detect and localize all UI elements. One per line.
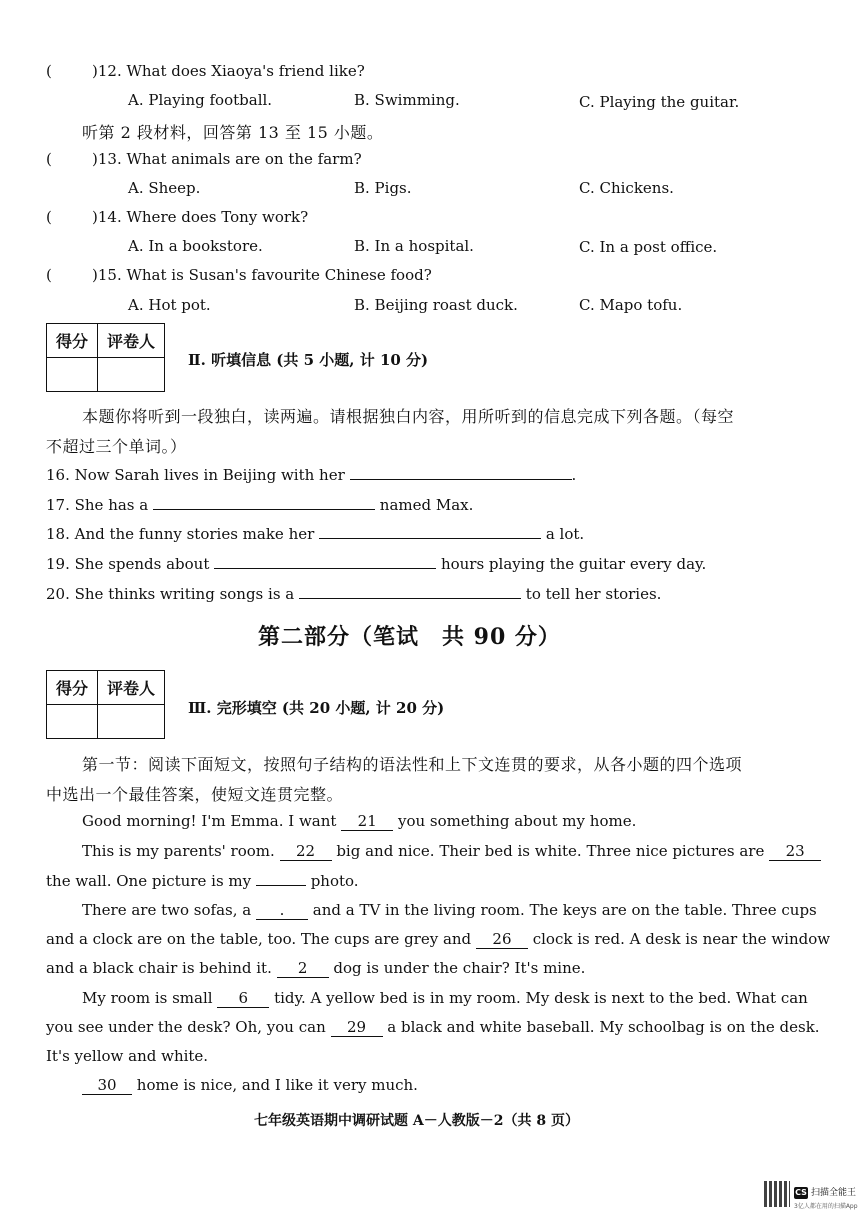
blank-29[interactable]: 29 bbox=[331, 1018, 383, 1037]
q12-option-b: B. Swimming. bbox=[354, 91, 460, 109]
blank-25[interactable]: . bbox=[256, 901, 308, 920]
passage-line: This is my parents' room. 22 big and nice. Their bed is white. Three nice pictures are 23 bbox=[82, 842, 821, 861]
passage-line: 30 home is nice, and I like it very much. bbox=[82, 1076, 418, 1095]
q14-option-a: A. In a bookstore. bbox=[128, 237, 263, 255]
blank-28[interactable]: 6 bbox=[217, 989, 269, 1008]
q13-option-a: A. Sheep. bbox=[128, 179, 201, 197]
qr-code-icon bbox=[764, 1181, 790, 1207]
passage-line: and a black chair is behind it. 2 dog is under the chair? It's mine. bbox=[46, 959, 586, 977]
q16: 16. Now Sarah lives in Beijing with her . bbox=[46, 466, 577, 484]
passage-line: you see under the desk? Oh, you can 29 a black and white baseball. My schoolbag is on the desk. bbox=[46, 1018, 820, 1036]
blank-22[interactable]: 22 bbox=[280, 842, 332, 861]
q18: 18. And the funny stories make her a lot. bbox=[46, 525, 585, 543]
passage-line: the wall. One picture is my photo. bbox=[46, 872, 359, 890]
blank-26[interactable]: 26 bbox=[476, 930, 528, 949]
q19: 19. She spends about hours playing the guitar every day. bbox=[46, 555, 707, 573]
q12-option-a: A. Playing football. bbox=[128, 91, 273, 109]
section-2-intro-line1: 本题你将听到一段独白，读两遍。请根据独白内容，用所听到的信息完成下列各题。（每空 bbox=[82, 407, 735, 426]
grader-label: 评卷人 bbox=[98, 324, 165, 358]
scanner-tagline: 3亿人都在用的扫描App bbox=[794, 1203, 858, 1210]
section-2-intro-line2: 不超过三个单词。） bbox=[46, 437, 187, 456]
scanner-app-name: 扫描全能王 bbox=[811, 1188, 857, 1198]
q17: 17. She has a named Max. bbox=[46, 496, 474, 514]
passage-line: and a clock are on the table, too. The cups are grey and 26 clock is red. A desk is near the window bbox=[46, 930, 831, 948]
score-box bbox=[46, 670, 165, 739]
score-cell[interactable] bbox=[47, 705, 98, 739]
score-box bbox=[46, 323, 165, 392]
answer-paren-open: ( bbox=[46, 266, 52, 284]
section-3-intro-line1: 第一节：阅读下面短文，按照句子结构的语法性和上下文连贯的要求，从各小题的四个选项 bbox=[82, 755, 743, 774]
q13-stem: )13. What animals are on the farm? bbox=[92, 150, 362, 168]
q15-option-a: A. Hot pot. bbox=[128, 296, 211, 314]
section-3-intro-line2: 中选出一个最佳答案，使短文连贯完整。 bbox=[46, 785, 344, 804]
q18-answer-blank[interactable] bbox=[319, 524, 541, 539]
section-3-title: Ⅲ. 完形填空 (共 20 小题, 计 20 分) bbox=[188, 699, 445, 717]
score-cell[interactable] bbox=[47, 358, 98, 392]
q17-answer-blank[interactable] bbox=[153, 495, 375, 510]
q14-stem: )14. Where does Tony work? bbox=[92, 208, 309, 226]
answer-paren-open: ( bbox=[46, 150, 52, 168]
blank-27[interactable]: 2 bbox=[277, 959, 329, 978]
q20: 20. She thinks writing songs is a to tell her stories. bbox=[46, 585, 662, 603]
q13-option-c: C. Chickens. bbox=[579, 179, 674, 197]
q12-option-c: C. Playing the guitar. bbox=[579, 93, 740, 111]
q15-option-c: C. Mapo tofu. bbox=[579, 296, 683, 314]
grader-label: 评卷人 bbox=[98, 671, 165, 705]
passage-line: Good morning! I'm Emma. I want 21 you something about my home. bbox=[82, 812, 637, 830]
blank-24[interactable] bbox=[256, 871, 306, 886]
passage-line: My room is small 6 tidy. A yellow bed is in my room. My desk is next to the bed. What can bbox=[82, 989, 808, 1007]
part-2-title: 第二部分（笔试 共 90 分） bbox=[258, 624, 561, 650]
passage-line: There are two sofas, a . and a TV in the living room. The keys are on the table. Three cups bbox=[82, 901, 817, 919]
q15-stem: )15. What is Susan's favourite Chinese food? bbox=[92, 266, 432, 284]
q14-option-b: B. In a hospital. bbox=[354, 237, 474, 255]
section-2-title: Ⅱ. 听填信息 (共 5 小题, 计 10 分) bbox=[188, 351, 429, 369]
q16-answer-blank[interactable] bbox=[350, 465, 572, 480]
grader-cell[interactable] bbox=[98, 358, 165, 392]
passage-line: It's yellow and white. bbox=[46, 1047, 209, 1065]
listening-instruction-2: 听第 2 段材料，回答第 13 至 15 小题。 bbox=[82, 123, 384, 142]
q14-option-c: C. In a post office. bbox=[579, 238, 718, 256]
score-label: 得分 bbox=[47, 671, 98, 705]
blank-30[interactable]: 30 bbox=[82, 1076, 132, 1095]
page-footer: 七年级英语期中调研试题 A－人教版－2（共 8 页） bbox=[254, 1113, 579, 1129]
answer-paren-open: ( bbox=[46, 208, 52, 226]
q13-option-b: B. Pigs. bbox=[354, 179, 412, 197]
q19-answer-blank[interactable] bbox=[214, 554, 436, 569]
camscanner-logo: CS bbox=[795, 1188, 807, 1197]
answer-paren-open: ( bbox=[46, 62, 52, 80]
score-label: 得分 bbox=[47, 324, 98, 358]
q20-answer-blank[interactable] bbox=[299, 584, 521, 599]
grader-cell[interactable] bbox=[98, 705, 165, 739]
q12-stem: )12. What does Xiaoya's friend like? bbox=[92, 62, 365, 80]
blank-23[interactable]: 23 bbox=[769, 842, 821, 861]
blank-21[interactable]: 21 bbox=[341, 812, 393, 831]
q15-option-b: B. Beijing roast duck. bbox=[354, 296, 518, 314]
